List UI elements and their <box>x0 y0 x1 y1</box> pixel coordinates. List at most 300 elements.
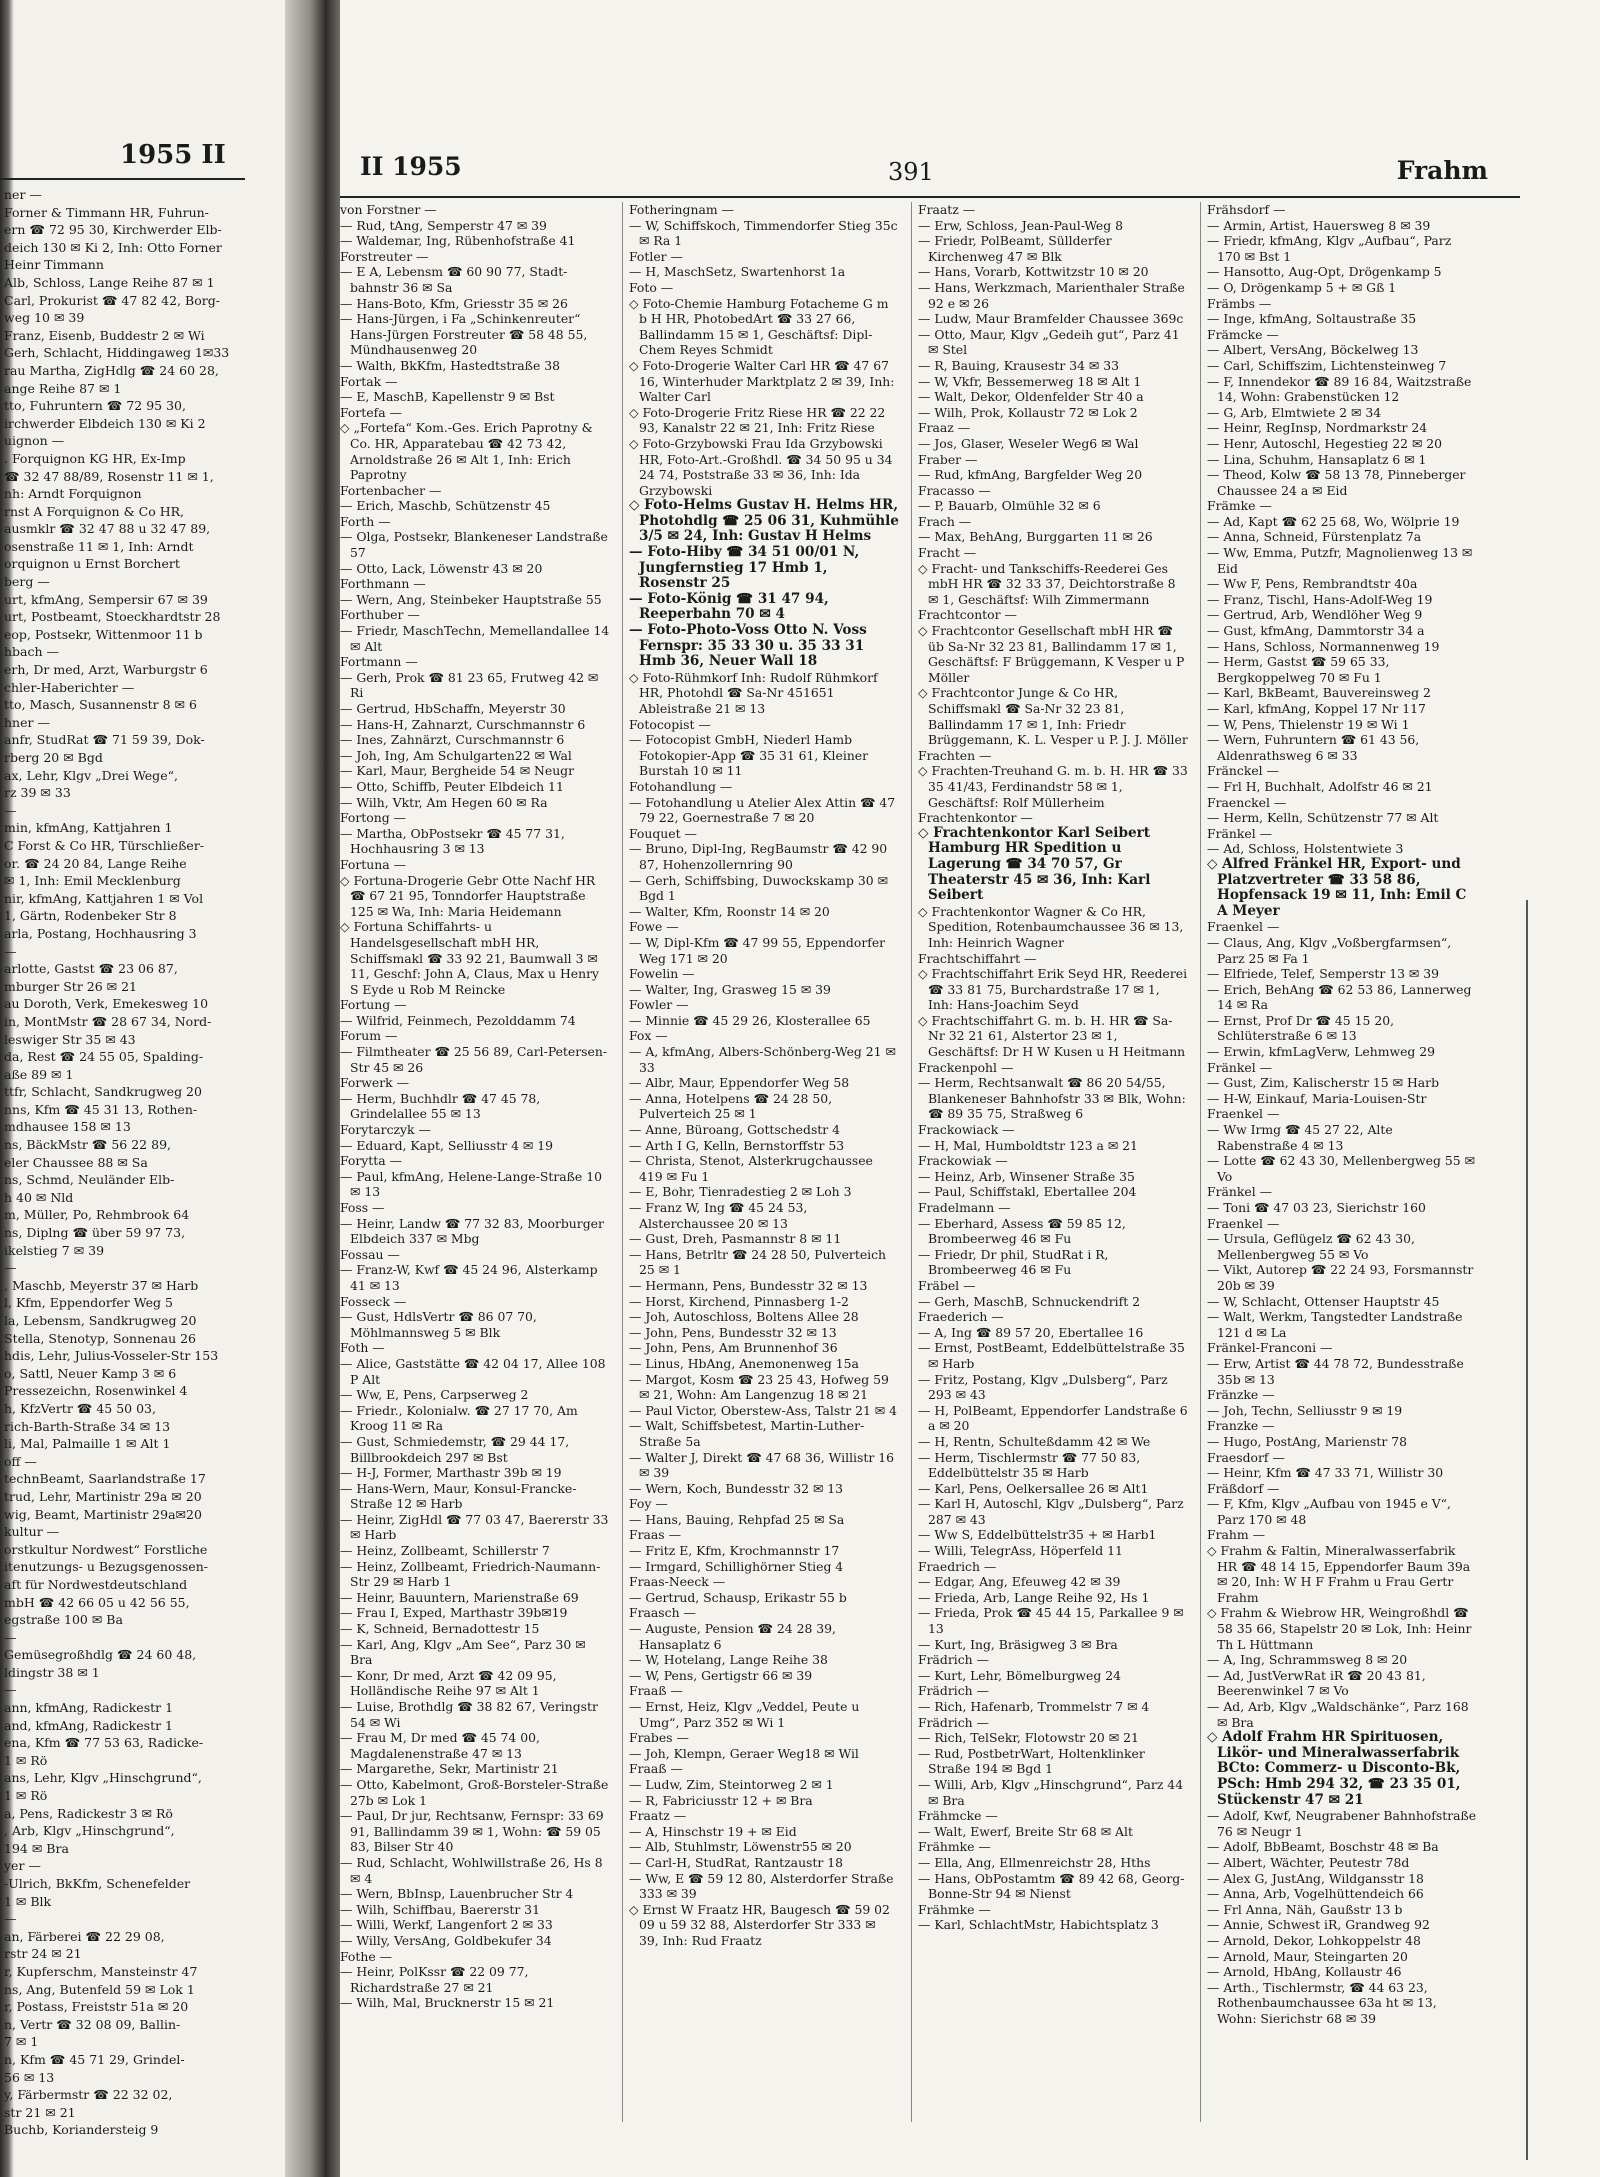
directory-entry: — Anna, Hotelpens ☎ 24 28 50, Pulverteich 25 ✉ 1 <box>629 1090 833 1122</box>
surname-heading: Fotocopist — <box>629 716 711 732</box>
surname-heading: Frähmke — <box>918 1839 991 1855</box>
left-page-line: — <box>4 802 17 818</box>
directory-entry: — Herm, Kelln, Schützenstr 77 ✉ Alt <box>1207 810 1439 826</box>
directory-entry: — F, Kfm, Klgv „Aufbau von 1945 e V“, Parz 170 ✉ 48 <box>1207 1496 1451 1527</box>
directory-entry: — H, MaschSetz, Swartenhorst 1a <box>629 264 846 280</box>
directory-entry: — Frau M, Dr med ☎ 45 74 00, Magdalenenstraße 47 ✉ 13 <box>340 1730 540 1761</box>
surname-heading: Fortung — <box>340 997 407 1013</box>
surname-heading: Foss — <box>340 1200 385 1215</box>
directory-entry: — Wilh, Schiffbau, Baererstr 31 <box>340 1901 540 1917</box>
directory-entry: — Armin, Artist, Hauersweg 8 ✉ 39 <box>1207 217 1431 233</box>
directory-entry: — Gust, Zim, Kalischerstr 15 ✉ Harb <box>1207 1075 1439 1091</box>
directory-entry: — Annie, Schwest iR, Grandweg 92 <box>1207 1917 1430 1933</box>
directory-entry: — Foto-Hiby ☎ 34 51 00/01 N, Jungfernstieg 17 Hmb 1, Rosenstr 25 <box>629 544 860 592</box>
left-page-line: itenutzungs- u Bezugsgenossen- <box>4 1559 208 1575</box>
directory-entry: — Heinr, RegInsp, Nordmarkstr 24 <box>1207 420 1428 436</box>
directory-entry: — Joh, Autoschloss, Boltens Allee 28 <box>629 1309 859 1325</box>
directory-entry: — Anne, Büroang, Gottschedstr 4 <box>629 1122 841 1138</box>
directory-entry: — Gust, Dreh, Pasmannstr 8 ✉ 11 <box>629 1231 842 1247</box>
directory-entry: — Ad, JustVerwRat iR ☎ 20 43 81, Beerenwinkel 7 ✉ Vo <box>1207 1667 1426 1699</box>
left-page-line: aft für Nordwestdeutschland <box>4 1576 188 1592</box>
surname-heading: Frachtcontor — <box>918 607 1017 623</box>
surname-heading: Frädrich — <box>918 1652 989 1668</box>
directory-entry: — Heinz, Zollbeamt, Friedrich-Naumann-Str 29 ✉ Harb 1 <box>340 1558 601 1590</box>
directory-entry: — Erich, BehAng ☎ 62 53 86, Lannerweg 14 ✉ Ra <box>1207 981 1472 1013</box>
left-page-line: orquignon u Ernst Borchert <box>4 556 180 572</box>
directory-entry: — Ww Irmg ☎ 45 27 22, Alte Rabenstraße 4 ✉ 13 <box>1207 1122 1393 1153</box>
directory-entry: — Albert, Wächter, Peutestr 78d <box>1207 1854 1410 1870</box>
left-page-line: rich-Barth-Straße 34 ✉ 13 <box>4 1418 171 1434</box>
surname-heading: Fraederich — <box>918 1309 1004 1325</box>
left-page-line: Gerh, Schlacht, Hiddingaweg 1✉33 <box>4 345 230 361</box>
directory-entry: — Minnie ☎ 45 29 26, Klosterallee 65 <box>629 1012 871 1028</box>
left-page-line: urt, kfmAng, Sempersir 67 ✉ 39 <box>4 591 208 607</box>
surname-heading: Fraaß — <box>629 1683 683 1699</box>
left-page-line: berg — <box>4 574 50 590</box>
left-page-line: ner — <box>4 187 42 202</box>
surname-heading: Fränkel — <box>1207 825 1273 841</box>
left-page-line: Forner & Timmann HR, Fuhrun- <box>4 204 209 220</box>
left-page-line: str 21 ✉ 21 <box>4 2104 76 2120</box>
left-page-line: ttfr, Schlacht, Sandkrugweg 20 <box>4 1084 202 1100</box>
directory-entry: — Frau I, Exped, Marthastr 39b✉19 <box>340 1605 568 1621</box>
directory-entry: — Walter J, Direkt ☎ 47 68 36, Willistr 16 ✉ 39 <box>629 1449 894 1481</box>
directory-entry: — Eduard, Kapt, Selliusstr 4 ✉ 19 <box>340 1137 553 1153</box>
directory-entry: ◇ Fortuna-Drogerie Gebr Otte Nachf HR ☎ 67 21 95, Tonndorfer Hauptstraße 125 ✉ Wa, Inh: Maria Heidemann <box>340 872 596 919</box>
directory-entry: — H, Rentn, Schulteßdamm 42 ✉ We <box>918 1433 1151 1449</box>
directory-entry: — Konr, Dr med, Arzt ☎ 42 09 95, Holländische Reihe 97 ✉ Alt 1 <box>340 1667 557 1699</box>
directory-entry: — Walt, Ewerf, Breite Str 68 ✉ Alt <box>918 1823 1133 1839</box>
directory-entry: — H-W, Einkauf, Maria-Louisen-Str <box>1207 1090 1427 1106</box>
left-page-line: au Doroth, Verk, Emekesweg 10 <box>4 996 209 1012</box>
left-page-line: , Maschb, Meyerstr 37 ✉ Harb <box>4 1277 199 1293</box>
surname-heading: Frähmcke — <box>918 1808 998 1824</box>
directory-entry: — Ernst, PostBeamt, Eddelbüttelstraße 35 ✉ Harb <box>918 1340 1185 1371</box>
directory-entry: — Foto-König ☎ 31 47 94, Reeperbahn 70 ✉ 4 <box>629 590 829 623</box>
directory-entry: ◇ Foto-Helms Gustav H. Helms HR, Photohdlg ☎ 25 06 31, Kuhmühle 3/5 ✉ 24, Inh: Gustav H Helms <box>629 497 899 545</box>
surname-heading: Fraaz — <box>918 420 971 436</box>
left-page-line: kultur — <box>4 1524 60 1540</box>
left-page-line: in, MontMstr ☎ 28 67 34, Nord- <box>4 1013 212 1029</box>
column-divider <box>911 202 912 2122</box>
directory-entry: — Vikt, Autorep ☎ 22 24 93, Forsmannstr 20b ✉ 39 <box>1207 1262 1474 1293</box>
left-page-line: li, Mal, Palmaille 1 ✉ Alt 1 <box>4 1436 171 1452</box>
directory-entry: — W, Pens, Thielenstr 19 ✉ Wi 1 <box>1207 716 1410 732</box>
left-page-line: ns, Ang, Butenfeld 59 ✉ Lok 1 <box>4 1981 195 1997</box>
directory-entry: — Frieda, Prok ☎ 45 44 15, Parkallee 9 ✉ 13 <box>918 1605 1184 1637</box>
directory-entry: — Henr, Autoschl, Hegestieg 22 ✉ 20 <box>1207 435 1443 451</box>
left-page-line: r, Postass, Freiststr 51a ✉ 20 <box>4 1999 189 2015</box>
directory-entry: — Arth., Tischlermstr, ☎ 44 63 23, Rothenbaumchaussee 63a ht ✉ 13, Wohn: Sierichstr 68 ✉ 39 <box>1207 1979 1437 2026</box>
surname-heading: Forytarczyk — <box>340 1122 431 1138</box>
directory-entry: — Ww F, Pens, Rembrandtstr 40a <box>1207 576 1418 592</box>
left-page-line: urt, Postbeamt, Stoeckhardtstr 28 <box>4 609 221 625</box>
left-page-line: Pressezeichn, Rosenwinkel 4 <box>4 1383 188 1399</box>
page-header <box>340 152 1600 192</box>
left-page <box>0 0 285 2177</box>
surname-heading: Frachtenkontor — <box>918 810 1033 826</box>
directory-entry: — Ludw, Zim, Steintorweg 2 ✉ 1 <box>629 1776 834 1792</box>
directory-entry: — John, Pens, Bundesstr 32 ✉ 13 <box>629 1324 837 1340</box>
directory-entry: — Wilfrid, Feinmech, Pezolddamm 74 <box>340 1012 576 1028</box>
directory-entry: — Hans, ObPostamtm ☎ 89 42 68, Georg-Bonne-Str 94 ✉ Nienst <box>918 1870 1185 1902</box>
left-page-line: Carl, Prokurist ☎ 47 82 42, Borg- <box>4 292 220 308</box>
directory-entry: — Wern, Ang, Steinbeker Hauptstraße 55 <box>340 591 602 607</box>
left-page-line: Heinr Timmann <box>4 257 104 273</box>
directory-entry: — Heinz, Zollbeamt, Schillerstr 7 <box>340 1543 550 1559</box>
left-page-line: — <box>4 1260 17 1276</box>
surname-heading: Fracasso — <box>918 482 991 498</box>
left-page-line: Stella, Stenotyp, Sonnenau 26 <box>4 1330 196 1346</box>
left-page-line: and, kfmAng, Radickestr 1 <box>4 1717 173 1733</box>
left-page-line: arla, Postang, Hochhausring 3 <box>4 925 197 941</box>
directory-entry: ◇ Foto-Drogerie Walter Carl HR ☎ 47 67 16, Winterhuder Marktplatz 2 ✉ 39, Inh: Walter Carl <box>629 357 895 405</box>
directory-entry: ◇ Frachten-Treuhand G. m. b. H. HR ☎ 33 35 41/43, Ferdinandstr 58 ✉ 1, Geschäftsf: Rolf Müllerheim <box>918 763 1188 810</box>
left-page-line: Buchb, Koriandersteig 9 <box>4 2122 159 2138</box>
left-page-line: o, Sattl, Neuer Kamp 3 ✉ 6 <box>4 1365 177 1381</box>
surname-heading: Fraas — <box>629 1527 681 1543</box>
directory-entry: — Franz-W, Kwf ☎ 45 24 96, Alsterkamp 41 ✉ 13 <box>340 1262 598 1293</box>
left-page-line: Franz, Eisenb, Buddestr 2 ✉ Wi <box>4 327 205 343</box>
directory-entry: — Alex G, JustAng, Wildgansstr 18 <box>1207 1870 1424 1886</box>
left-page-line: mdhausee 158 ✉ 13 <box>4 1119 131 1135</box>
left-page-line: yer — <box>4 1858 41 1874</box>
directory-entry: — Gertrud, Arb, Wendlöher Weg 9 <box>1207 607 1423 623</box>
surname-heading: Fortmann — <box>340 654 418 670</box>
left-page-line: uignon — <box>4 433 65 449</box>
surname-heading: Forytta — <box>340 1153 402 1169</box>
surname-heading: Fraaß — <box>629 1761 683 1777</box>
left-page-line: hbach — <box>4 644 60 660</box>
directory-entry: — Franz, Tischl, Hans-Adolf-Weg 19 <box>1207 591 1433 607</box>
directory-entry: — Albert, VersAng, Böckelweg 13 <box>1207 342 1419 358</box>
directory-entry: — W, Vkfr, Bessemerweg 18 ✉ Alt 1 <box>918 373 1142 389</box>
surname-heading: Forthuber — <box>340 607 420 623</box>
surname-heading: Forthmann — <box>340 576 426 592</box>
left-page-line: ax, Lehr, Klgv „Drei Wege“, <box>4 767 178 783</box>
directory-entry: — Adolf, BbBeamt, Boschstr 48 ✉ Ba <box>1207 1839 1439 1855</box>
left-page-line: ☎ 32 47 88/89, Rosenstr 11 ✉ 1, <box>4 468 214 484</box>
directory-entry: — Hugo, PostAng, Marienstr 78 <box>1207 1433 1407 1449</box>
directory-entry: — Wilh, Prok, Kollaustr 72 ✉ Lok 2 <box>918 404 1138 420</box>
directory-entry: — Gust, kfmAng, Dammtorstr 34 a <box>1207 623 1425 639</box>
surname-heading: Forwerk — <box>340 1075 410 1091</box>
directory-entry: — Gerh, Schiffsbing, Duwockskamp 30 ✉ Bgd 1 <box>629 872 888 904</box>
directory-entry: — Wern, BbInsp, Lauenbrucher Str 4 <box>340 1886 574 1902</box>
surname-heading: Fränzke — <box>1207 1387 1275 1403</box>
surname-heading: Fraas-Neeck — <box>629 1574 726 1590</box>
surname-heading: Fradelmann — <box>918 1200 1011 1215</box>
directory-entry: — Karl H, Autoschl, Klgv „Dulsberg“, Parz 287 ✉ 43 <box>918 1496 1184 1527</box>
left-page-line: ns, Schmd, Neuländer Elb- <box>4 1172 175 1188</box>
directory-entry: — Heinr, ZigHdl ☎ 77 03 47, Baererstr 33 ✉ Harb <box>340 1511 609 1543</box>
surname-heading: Foto — <box>629 279 674 295</box>
surname-heading: Fouquet — <box>629 825 697 841</box>
volume-label: II 1955 <box>360 152 462 181</box>
directory-entry: — Willi, Werkf, Langenfort 2 ✉ 33 <box>340 1917 553 1933</box>
left-page-line: ns, BäckMstr ☎ 56 22 89, <box>4 1137 171 1153</box>
directory-entry: — Walt, Schiffsbetest, Martin-Luther-Straße 5a <box>629 1418 865 1449</box>
directory-entry: — Toni ☎ 47 03 23, Sierichstr 160 <box>1207 1200 1426 1215</box>
left-page-line: anfr, StudRat ☎ 71 59 39, Dok- <box>4 732 205 748</box>
directory-entry: — Lotte ☎ 62 43 30, Mellenbergweg 55 ✉ Vo <box>1207 1153 1475 1184</box>
surname-heading: Frachtschiffahrt — <box>918 950 1037 966</box>
left-page-line: osenstraße 11 ✉ 1, Inh: Arndt <box>4 538 194 554</box>
directory-entry: — E, MaschB, Kapellenstr 9 ✉ Bst <box>340 389 555 405</box>
surname-heading: Fowe — <box>629 919 679 935</box>
directory-entry: ◇ Foto-Drogerie Fritz Riese HR ☎ 22 22 93, Kanalstr 22 ✉ 21, Inh: Fritz Riese <box>629 404 886 436</box>
directory-entry: — Jos, Glaser, Weseler Weg6 ✉ Wal <box>918 435 1139 451</box>
left-header-rule <box>0 178 245 180</box>
column-divider <box>622 202 623 2122</box>
left-page-line: a, Pens, Radickestr 3 ✉ Rö <box>4 1805 173 1821</box>
left-page-line: eler Chaussee 88 ✉ Sa <box>4 1154 148 1170</box>
left-page-line: wig, Beamt, Martinistr 29a✉20 <box>4 1506 202 1522</box>
directory-entry: — A, Ing, Schrammsweg 8 ✉ 20 <box>1207 1652 1408 1668</box>
surname-heading: Forth — <box>340 513 391 529</box>
directory-entry: — Inge, kfmAng, Soltaustraße 35 <box>1207 311 1417 327</box>
directory-entry: — Rud, tAng, Semperstr 47 ✉ 39 <box>340 217 547 233</box>
left-page-line: ns, Diplng ☎ über 59 97 73, <box>4 1225 186 1241</box>
directory-entry: — Ww, E ☎ 59 12 80, Alsterdorfer Straße 333 ✉ 39 <box>629 1870 894 1902</box>
directory-entry: — Ad, Schloss, Holstentwiete 3 <box>1207 841 1404 857</box>
surname-heading: Fraber — <box>918 451 978 467</box>
directory-entry: — Adolf, Kwf, Neugrabener Bahnhofstraße 76 ✉ Neugr 1 <box>1207 1808 1477 1839</box>
directory-entry: — R, Fabriciusstr 12 + ✉ Bra <box>629 1792 813 1808</box>
surname-heading: Fossau — <box>340 1246 400 1262</box>
left-page-line: rstr 24 ✉ 21 <box>4 1946 82 1962</box>
surname-heading: Främke — <box>1207 498 1272 514</box>
directory-entry: — Wilh, Vktr, Am Hegen 60 ✉ Ra <box>340 794 548 810</box>
directory-entry: — Alb, Stuhlmstr, Löwenstr55 ✉ 20 <box>629 1839 852 1855</box>
directory-entry: — Herm, Rechtsanwalt ☎ 86 20 54/55, Blankeneser Bahnhofstr 33 ✉ Blk, Wohn: ☎ 89 35 75, Straßweg 6 <box>918 1075 1186 1122</box>
surname-heading: Frackowiack — <box>918 1122 1015 1138</box>
surname-heading: Frackenpohl — <box>918 1059 1014 1075</box>
left-page-line: chler-Haberichter — <box>4 679 135 695</box>
left-page-line: aße 89 ✉ 1 <box>4 1066 74 1082</box>
directory-entry: — Kurt, Ing, Bräsigweg 3 ✉ Bra <box>918 1636 1118 1652</box>
surname-heading: Fortenbacher — <box>340 482 442 498</box>
left-page-line: , Arb, Klgv „Hinschgrund“, <box>4 1823 175 1839</box>
directory-entry: — Albr, Maur, Eppendorfer Weg 58 <box>629 1075 850 1091</box>
directory-entry: — Hans, Bauing, Rehpfad 25 ✉ Sa <box>629 1511 845 1527</box>
directory-entry: — Otto, Kabelmont, Groß-Borsteler-Straße 27b ✉ Lok 1 <box>340 1776 609 1808</box>
directory-column-4 <box>1207 202 1477 2167</box>
surname-heading: Fränkel-Franconi — <box>1207 1340 1333 1356</box>
directory-entry: — Irmgard, Schillighörner Stieg 4 <box>629 1558 844 1574</box>
directory-entry: ◇ Foto-Grzybowski Frau Ida Grzybowski HR, Foto-Art.-Großhdl. ☎ 34 50 95 u 34 24 74, Poststraße 33 ✉ 36, Inh: Ida Grzybowski <box>629 435 893 498</box>
directory-entry: — Hans, Vorarb, Kottwitzstr 10 ✉ 20 <box>918 264 1149 280</box>
directory-entry: — Rud, kfmAng, Bargfelder Weg 20 <box>918 467 1143 483</box>
directory-entry: — Hans, Schloss, Normannenweg 19 <box>1207 638 1440 654</box>
directory-entry: — Hans-Wern, Maur, Konsul-Francke-Straße 12 ✉ Harb <box>340 1480 577 1512</box>
directory-entry: — Edgar, Ang, Efeuweg 42 ✉ 39 <box>918 1574 1121 1590</box>
directory-entry: — Gust, Schmiedemstr, ☎ 29 44 17, Billbrookdeich 297 ✉ Bst <box>340 1433 570 1465</box>
directory-entry: — Auguste, Pension ☎ 24 28 39, Hansaplatz 6 <box>629 1621 836 1652</box>
surname-heading: Fräbel — <box>918 1277 976 1293</box>
directory-entry: — Walth, BkKfm, Hastedtstraße 38 <box>340 357 560 373</box>
left-page-line: ann, kfmAng, Radickestr 1 <box>4 1700 174 1716</box>
surname-heading: Fraenkel — <box>1207 919 1280 935</box>
directory-entry: — Walt, Werkm, Tangstedter Landstraße 121 d ✉ La <box>1207 1309 1463 1340</box>
directory-entry: — Theod, Kolw ☎ 58 13 78, Pinneberger Chaussee 24 a ✉ Eid <box>1207 467 1466 498</box>
directory-entry: — Willi, Arb, Klgv „Hinschgrund“, Parz 44 ✉ Bra <box>918 1776 1184 1808</box>
directory-entry: — O, Drögenkamp 5 + ✉ Gß 1 <box>1207 279 1397 295</box>
directory-entry: — Olga, Postsekr, Blankeneser Landstraße 57 <box>340 529 608 561</box>
left-page-line: erh, Dr med, Arzt, Warburgstr 6 <box>4 662 208 678</box>
directory-column-3 <box>918 202 1188 2167</box>
directory-entry: — Hans-Boto, Kfm, Griesstr 35 ✉ 26 <box>340 295 568 311</box>
directory-entry: — Margarethe, Sekr, Martinistr 21 <box>340 1761 559 1777</box>
right-page <box>340 0 1600 2177</box>
directory-entry: — G, Arb, Elmtwiete 2 ✉ 34 <box>1207 404 1382 420</box>
directory-entry: — Ww, Emma, Putzfr, Magnolienweg 13 ✉ Eid <box>1207 545 1473 576</box>
left-page-line: n, Kfm ☎ 45 71 29, Grindel- <box>4 2051 185 2067</box>
left-page-line: leswiger Str 35 ✉ 43 <box>4 1031 136 1047</box>
directory-entry: — Joh, Ing, Am Schulgarten22 ✉ Wal <box>340 747 572 763</box>
directory-entry: — Gerh, Prok ☎ 81 23 65, Frutweg 42 ✉ Ri <box>340 669 599 701</box>
directory-entry: — Franz W, Ing ☎ 45 24 53, Alsterchaussee 20 ✉ 13 <box>629 1200 808 1231</box>
directory-entry: — Wern, Fuhruntern ☎ 61 43 56, Aldenrathsweg 6 ✉ 33 <box>1207 732 1420 763</box>
directory-entry: — W, Schiffskoch, Timmendorfer Stieg 35c ✉ Ra 1 <box>629 217 898 249</box>
directory-entry: — Carl, Schiffszim, Lichtensteinweg 7 <box>1207 357 1447 373</box>
directory-entry: — Luise, Brothdlg ☎ 38 82 67, Veringstr 54 ✉ Wi <box>340 1699 598 1730</box>
surname-heading: Frähsdorf — <box>1207 202 1286 217</box>
surname-heading: Foy — <box>629 1496 668 1512</box>
surname-heading: Frach — <box>918 513 972 529</box>
directory-entry: — Friedr, PolBeamt, Süllderfer Kirchenweg 47 ✉ Blk <box>918 233 1112 264</box>
directory-entry: — Gust, HdlsVertr ☎ 86 07 70, Möhlmannsweg 5 ✉ Blk <box>340 1309 537 1340</box>
directory-entry: — John, Pens, Am Brunnenhof 36 <box>629 1340 838 1356</box>
directory-entry: — Karl, Pens, Oelkersallee 26 ✉ Alt1 <box>918 1480 1149 1496</box>
left-page-line: off — <box>4 1453 37 1469</box>
directory-entry: — Walt, Dekor, Oldenfelder Str 40 a <box>918 389 1144 405</box>
directory-entry: — Filmtheater ☎ 25 56 89, Carl-Petersen-Str 45 ✉ 26 <box>340 1044 608 1075</box>
directory-entry: — Horst, Kirchend, Pinnasberg 1-2 <box>629 1293 849 1309</box>
directory-entry: — Waldemar, Ing, Rübenhofstraße 41 <box>340 233 576 249</box>
directory-entry: — Joh, Techn, Selliusstr 9 ✉ 19 <box>1207 1402 1403 1418</box>
surname-heading: Fraedrich — <box>918 1558 997 1574</box>
directory-entry: — Wern, Koch, Bundesstr 32 ✉ 13 <box>629 1480 844 1496</box>
left-page-line: 1 ✉ Rö <box>4 1788 48 1804</box>
left-page-line: hner — <box>4 714 50 730</box>
directory-entry: — A, Ing ☎ 89 57 20, Ebertallee 16 <box>918 1324 1144 1340</box>
directory-entry: — Otto, Lack, Löwenstr 43 ✉ 20 <box>340 560 543 576</box>
directory-entry: — Paul Victor, Oberstew-Ass, Talstr 21 ✉ 4 <box>629 1402 897 1418</box>
directory-entry: — Eberhard, Assess ☎ 59 85 12, Brombeerweg 46 ✉ Fu <box>918 1215 1126 1247</box>
directory-entry: — Erw, Artist ☎ 44 78 72, Bundesstraße 35b ✉ 13 <box>1207 1355 1464 1387</box>
directory-entry: ◇ Frachtenkontor Wagner & Co HR, Spedition, Rotenbaumchaussee 36 ✉ 13, Inh: Heinrich Wagner <box>918 903 1184 950</box>
directory-entry: — Fritz E, Kfm, Krochmannstr 17 <box>629 1543 840 1559</box>
directory-entry: ◇ Frachtenkontor Karl Seibert Hamburg HR Spedition u Lagerung ☎ 34 70 57, Gr Theaterstr 45 ✉ 36, Inh: Karl Seibert <box>918 824 1151 904</box>
directory-entry: ◇ Frahm & Wiebrow HR, Weingroßhdl ☎ 58 35 66, Stapelstr 20 ✉ Lok, Inh: Heinr Th L Hüttmann <box>1207 1605 1472 1652</box>
left-page-line: ans, Lehr, Klgv „Hinschgrund“, <box>4 1770 202 1786</box>
surname-heading: Fothe — <box>340 1948 393 1964</box>
surname-heading: Fraenkel — <box>1207 1106 1280 1122</box>
directory-entry: — Paul, kfmAng, Helene-Lange-Straße 10 ✉ 13 <box>340 1168 602 1200</box>
directory-entry: — Lina, Schuhm, Hansaplatz 6 ✉ 1 <box>1207 451 1427 467</box>
directory-entry: — A, Hinschstr 19 + ✉ Eid <box>629 1823 797 1839</box>
left-page-line: 1, Gärtn, Rodenbeker Str 8 <box>4 908 177 924</box>
surname-heading: Frahm — <box>1207 1527 1265 1543</box>
directory-entry: ◇ Frachtschiffahrt Erik Seyd HR, Reederei ☎ 33 81 75, Burchardstraße 17 ✉ 1, Inh: Hans-Joachim Seyd <box>918 966 1188 1013</box>
directory-entry: — W, Dipl-Kfm ☎ 47 99 55, Eppendorfer Weg 171 ✉ 20 <box>629 934 886 966</box>
left-page-line: Alb, Schloss, Lange Reihe 87 ✉ 1 <box>4 274 215 290</box>
directory-entry: — Herm, Buchhdlr ☎ 47 45 78, Grindelallee 55 ✉ 13 <box>340 1090 541 1122</box>
left-page-line: r, Kupferschm, Mansteinstr 47 <box>4 1963 198 1979</box>
directory-entry: — Karl, Maur, Bergheide 54 ✉ Neugr <box>340 763 575 779</box>
left-page-line: h, KfzVertr ☎ 45 50 03, <box>4 1400 156 1416</box>
directory-entry: — E, Bohr, Tienradestieg 2 ✉ Loh 3 <box>629 1184 852 1200</box>
left-page-line: ena, Kfm ☎ 77 53 63, Radicke- <box>4 1735 204 1751</box>
directory-entry: — Ines, Zahnärzt, Curschmannstr 6 <box>340 732 565 748</box>
left-page-text <box>4 186 266 2139</box>
left-page-line: irchwerder Elbdeich 130 ✉ Ki 2 <box>4 415 206 431</box>
directory-entry: — Carl-H, StudRat, Rantzaustr 18 <box>629 1854 844 1870</box>
surname-heading: Främcke — <box>1207 326 1279 342</box>
left-page-line: rnst A Forquignon & Co HR, <box>4 503 185 519</box>
directory-entry: — Ernst, Heiz, Klgv „Veddel, Peute u Umg“, Parz 352 ✉ Wi 1 <box>629 1699 860 1730</box>
directory-entry: — Claus, Ang, Klgv „Voßbergfarmsen“, Parz 25 ✉ Fa 1 <box>1207 934 1452 966</box>
directory-entry: — Gertrud, Schausp, Erikastr 55 b <box>629 1589 847 1605</box>
left-page-line: tto, Fuhruntern ☎ 72 95 30, <box>4 398 186 414</box>
directory-entry: — Heinz, Arb, Winsener Straße 35 <box>918 1168 1135 1184</box>
surname-heading: Fosseck — <box>340 1293 407 1309</box>
left-page-line: — <box>4 1682 17 1698</box>
directory-entry: ◇ Foto-Rühmkorf Inh: Rudolf Rühmkorf HR, Photohdl ☎ Sa-Nr 451651 Ableistraße 21 ✉ 13 <box>629 669 878 716</box>
directory-entry: — Walter, Ing, Grasweg 15 ✉ 39 <box>629 981 831 997</box>
directory-entry: — Alice, Gaststätte ☎ 42 04 17, Allee 108 P Alt <box>340 1355 606 1387</box>
surname-heading: Fortefa — <box>340 404 402 420</box>
surname-heading: Fortak — <box>340 373 398 389</box>
left-page-line: 7 ✉ 1 <box>4 2034 39 2050</box>
left-page-line: m, Müller, Po, Rehmbrook 64 <box>4 1207 190 1223</box>
directory-entry: — Karl, kfmAng, Koppel 17 Nr 117 <box>1207 701 1426 716</box>
left-page-line: deich 130 ✉ Ki 2, Inh: Otto Forner <box>4 239 222 255</box>
column-divider <box>1200 202 1201 2122</box>
directory-entry: — Karl, SchlachtMstr, Habichtsplatz 3 <box>918 1917 1159 1933</box>
surname-heading: Fränkel — <box>1207 1059 1273 1075</box>
directory-entry: — H-J, Former, Marthastr 39b ✉ 19 <box>340 1465 562 1481</box>
directory-entry: — Linus, HbAng, Anemonenweg 15a <box>629 1355 859 1371</box>
directory-entry: — A, kfmAng, Albers-Schönberg-Weg 21 ✉ 33 <box>629 1044 896 1075</box>
surname-heading: Franzke — <box>1207 1418 1275 1434</box>
directory-entry: — Fritz, Postang, Klgv „Dulsberg“, Parz 293 ✉ 43 <box>918 1371 1168 1403</box>
directory-entry: — Friedr., Kolonialw. ☎ 27 17 70, Am Kroog 11 ✉ Ra <box>340 1402 578 1434</box>
directory-entry: — Margot, Kosm ☎ 23 25 43, Hofweg 59 ✉ 21, Wohn: Am Langenzug 18 ✉ 21 <box>629 1371 889 1403</box>
surname-heading: Fotler — <box>629 248 683 264</box>
left-page-line: 56 ✉ 13 <box>4 2069 55 2085</box>
directory-entry: — R, Bauing, Krausestr 34 ✉ 33 <box>918 357 1119 373</box>
left-page-line: egstraße 100 ✉ Ba <box>4 1612 123 1628</box>
directory-entry: — Heinr, PolKssr ☎ 22 09 77, Richardstraße 27 ✉ 21 <box>340 1964 529 1995</box>
left-page-line: — <box>4 943 17 959</box>
surname-heading: Fotohandlung — <box>629 778 733 794</box>
left-page-line: or. ☎ 24 20 84, Lange Reihe <box>4 855 187 871</box>
surname-heading: Foth — <box>340 1340 385 1356</box>
directory-entry: ◇ Frachtcontor Junge & Co HR, Schiffsmakl ☎ Sa-Nr 32 23 81, Ballindamm 17 ✉ 1, Inh: Friedr Brüggemann, K. L. Vesper u P. J. J. Möller <box>918 685 1188 748</box>
left-page-line: ern ☎ 72 95 30, Kirchwerder Elb- <box>4 222 222 238</box>
left-page-line: rz 39 ✉ 33 <box>4 785 71 801</box>
directory-entry: — Ad, Arb, Klgv „Waldschänke“, Parz 168 ✉ Bra <box>1207 1699 1469 1730</box>
left-page-line: C Forst & Co HR, Türschließer- <box>4 837 205 853</box>
left-page-line: Gemüsegroßhdlg ☎ 24 60 48, <box>4 1647 197 1663</box>
left-page-line: nns, Kfm ☎ 45 31 13, Rothen- <box>4 1101 198 1117</box>
directory-entry: — Walter, Kfm, Roonstr 14 ✉ 20 <box>629 903 830 919</box>
directory-entry: — Hans-H, Zahnarzt, Curschmannstr 6 <box>340 716 586 732</box>
directory-entry: — Ernst, Prof Dr ☎ 45 15 20, Schlüterstraße 6 ✉ 13 <box>1207 1012 1395 1044</box>
left-page-line: mbH ☎ 42 66 05 u 42 56 55, <box>4 1594 190 1610</box>
